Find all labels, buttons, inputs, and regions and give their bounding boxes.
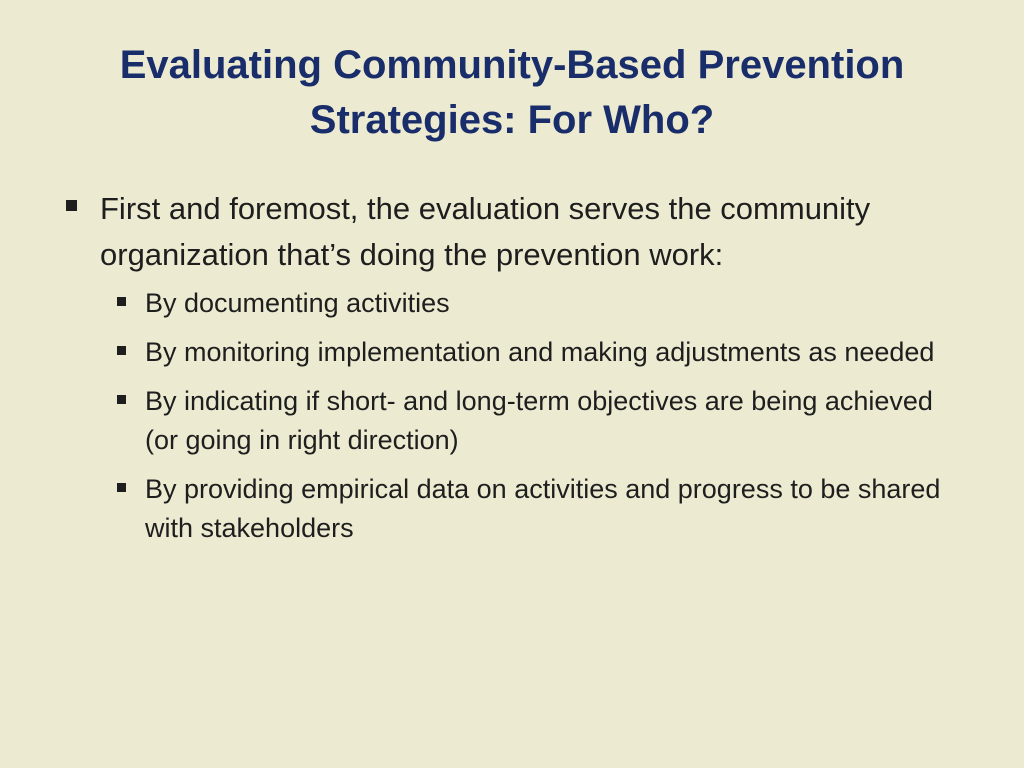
sub-bullet-item [100,333,964,372]
slide-title: Evaluating Community-Based Prevention Strategies: For Who? [119,43,905,142]
sub-bullet-list [100,284,964,548]
sub-bullet-text: By providing empirical data on activities and progress to be shared with stakeholders [145,474,941,543]
sub-bullet-text: By monitoring implementation and making adjustments as needed [145,337,935,367]
square-bullet-icon [117,483,126,492]
sub-bullet-item [100,284,964,323]
bullet-list [64,186,964,558]
sub-bullet-text: By indicating if short- and long-term objectives are being achieved (or going in right direction) [145,386,933,455]
square-bullet-icon [117,297,126,306]
main-bullet-text: First and foremost, the evaluation serves the community organization that’s doing the prevention work: [100,191,871,272]
sub-bullet-item [100,382,964,460]
sub-bullet-item [100,470,964,548]
square-bullet-icon [117,346,126,355]
sub-bullet-text: By documenting activities [145,288,450,318]
main-bullet-item [64,186,964,548]
square-bullet-icon [66,200,77,211]
square-bullet-icon [117,395,126,404]
